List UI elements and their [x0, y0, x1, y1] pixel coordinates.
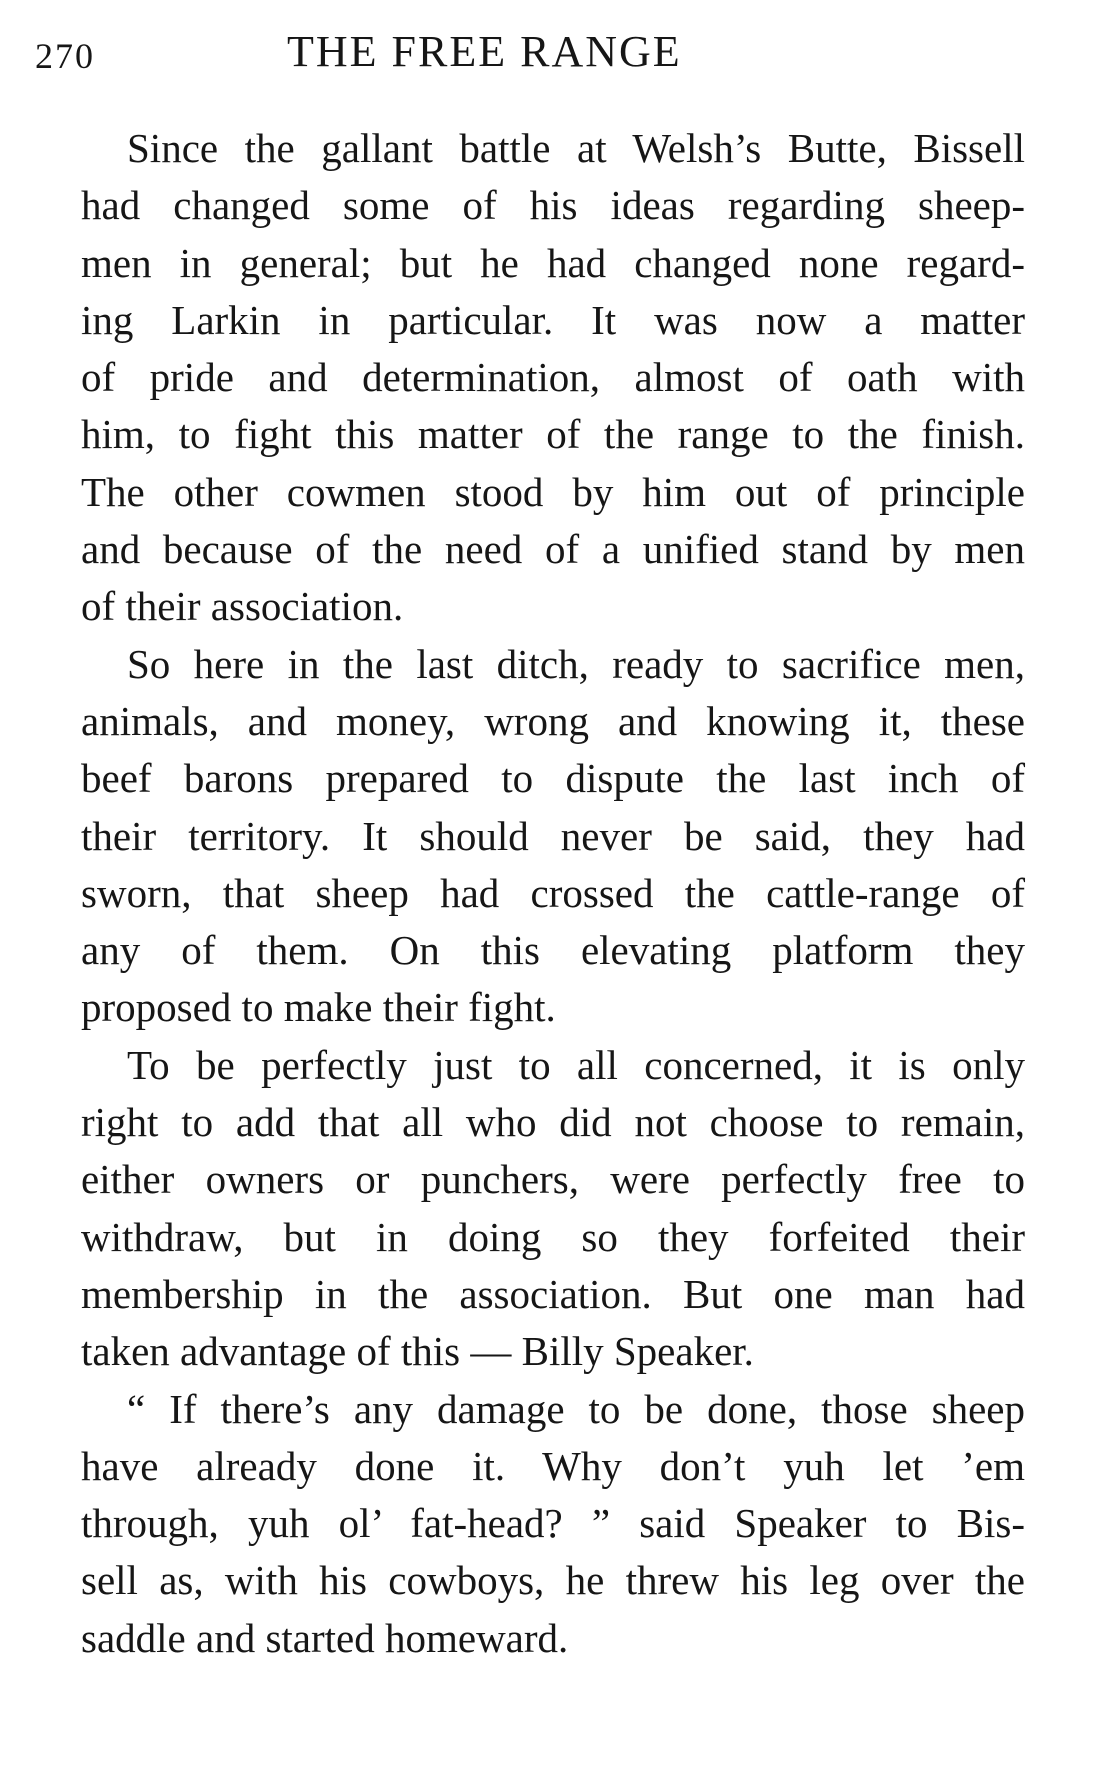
text-line: ing Larkin in particular. It was now a matter	[81, 296, 1025, 343]
page-number: 270	[35, 36, 95, 76]
text-line: membership in the association. But one man had	[81, 1270, 1025, 1317]
text-line: Since the gallant battle at Welsh’s Butte, Bissell	[127, 125, 1025, 171]
text-line: saddle and started homeward.	[81, 1614, 569, 1661]
text-line: their territory. It should never be said, they had	[81, 812, 1025, 859]
text-line: taken advantage of this — Billy Speaker.	[81, 1328, 754, 1375]
running-head	[35, 26, 1025, 86]
text-line: animals, and money, wrong and knowing it, these	[81, 697, 1025, 744]
paragraph-3	[35, 1037, 1025, 1381]
text-line: either owners or punchers, were perfectly free to	[81, 1156, 1025, 1203]
text-line: “ If there’s any damage to be done, those sheep	[127, 1385, 1025, 1432]
paragraph-1	[35, 120, 1025, 636]
text-line: To be perfectly just to all concerned, it is only	[127, 1041, 1025, 1088]
text-line: him, to fight this matter of the range to the finish.	[81, 411, 1025, 458]
paragraph-2	[35, 636, 1025, 1037]
text-line: So here in the last ditch, ready to sacrifice men,	[127, 640, 1025, 687]
text-line: sworn, that sheep had crossed the cattle-range of	[81, 869, 1025, 916]
text-line: had changed some of his ideas regarding sheep-	[81, 182, 1025, 229]
text-line: proposed to make their fight.	[81, 984, 556, 1031]
text-line: right to add that all who did not choose to remain,	[81, 1099, 1025, 1146]
paragraph-4	[35, 1381, 1025, 1667]
text-line: of pride and determination, almost of oath with	[81, 354, 1025, 401]
text-line: men in general; but he had changed none regard-	[81, 239, 1025, 286]
text-line: withdraw, but in doing so they forfeited their	[81, 1213, 1025, 1260]
text-line: of their association.	[81, 583, 404, 630]
text-line: have already done it. Why don’t yuh let ’em	[81, 1442, 1025, 1489]
text-line: any of them. On this elevating platform they	[81, 927, 1025, 974]
text-line: beef barons prepared to dispute the last inch of	[81, 755, 1025, 802]
text-line: and because of the need of a unified stand by men	[81, 526, 1025, 573]
text-line: sell as, with his cowboys, he threw his leg over the	[81, 1557, 1025, 1604]
text-line: through, yuh ol’ fat-head? ” said Speaker to Bis-	[81, 1500, 1025, 1547]
body-text	[35, 120, 1025, 1667]
running-title: THE FREE RANGE	[287, 27, 682, 76]
text-line: The other cowmen stood by him out of principle	[81, 468, 1025, 515]
